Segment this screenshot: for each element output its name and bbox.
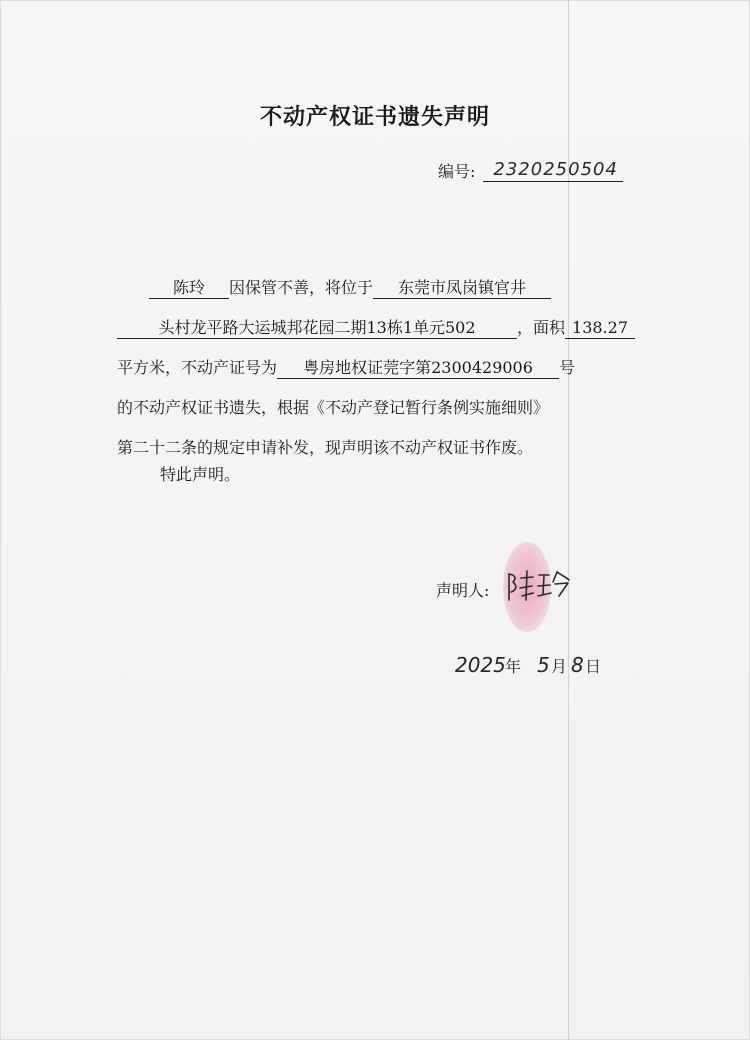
date-day-unit: 日 <box>585 657 602 676</box>
certificate-number: 粤房地权证莞字第2300429006 <box>277 358 559 379</box>
date-day: 8 <box>571 653 584 677</box>
ending-statement: 特此声明。 <box>160 465 241 484</box>
declaration-body <box>117 268 645 468</box>
address-part1: 东莞市凤岗镇官井 <box>373 278 551 299</box>
text-line5: 第二十二条的规定申请补发，现声明该不动产权证书作废。 <box>117 438 534 457</box>
address-part2: 头村龙平路大运城邦花园二期13栋1单元502 <box>117 318 517 339</box>
signer-label: 声明人: <box>436 581 490 600</box>
date-month-unit: 月 <box>551 657 568 676</box>
declaration-paragraph <box>117 268 645 468</box>
date-year-unit: 年 <box>505 657 522 676</box>
text-after-cert: 号 <box>559 358 576 377</box>
document-title: 不动产权证书遗失声明 <box>259 104 490 130</box>
text-after-name: 因保管不善，将位于 <box>229 278 374 297</box>
text-after-area: 平方米，不动产证号为 <box>117 358 278 377</box>
number-field <box>438 155 623 182</box>
date-month: 5 <box>537 653 550 677</box>
handwritten-date <box>455 648 615 682</box>
text-line4: 的不动产权证书遗失，根据《不动产登记暂行条例实施细则》 <box>117 398 550 417</box>
handwritten-signature <box>505 566 575 606</box>
number-label: 编号: <box>438 162 476 181</box>
area-label: ，面积 <box>517 318 566 337</box>
date-year: 2025 <box>455 653 506 677</box>
area-value: 138.27 <box>565 318 635 339</box>
number-value-handwritten: 2320250504 <box>493 159 618 180</box>
owner-name: 陈玲 <box>149 278 229 299</box>
number-underline <box>483 155 623 182</box>
